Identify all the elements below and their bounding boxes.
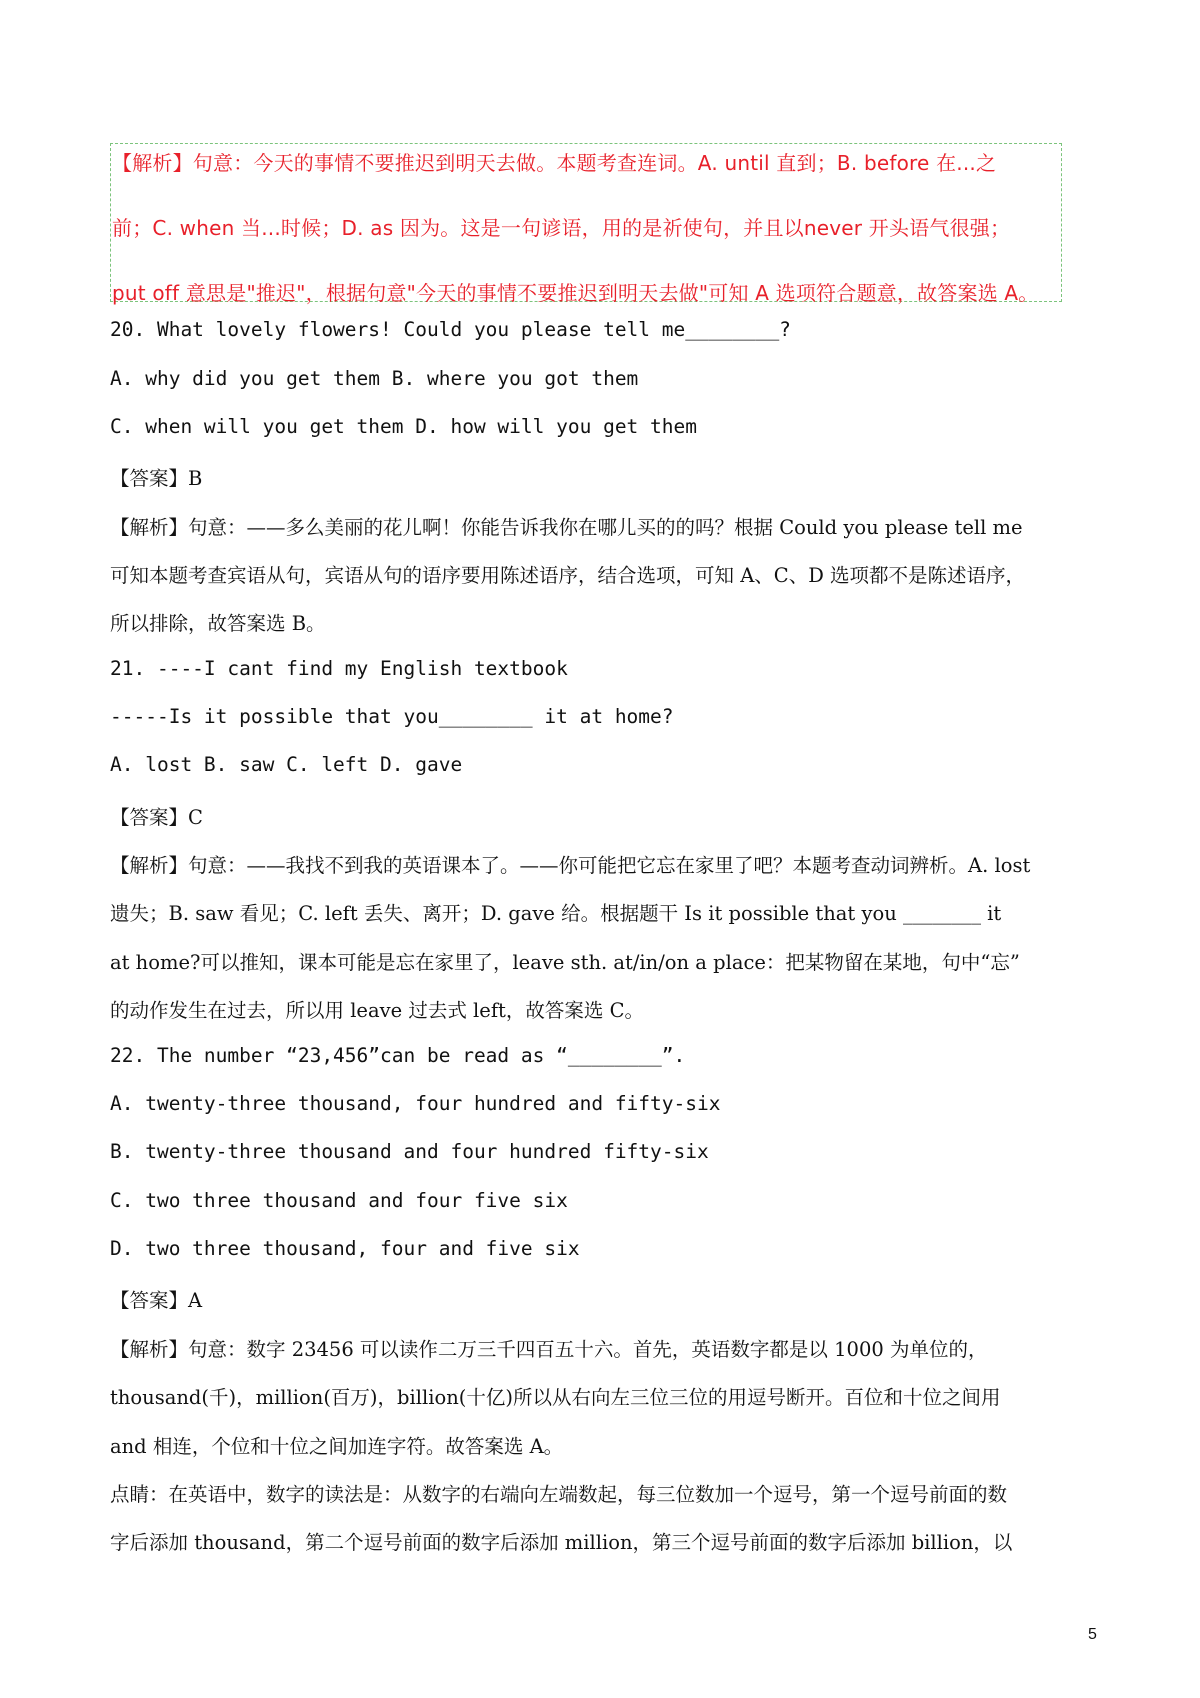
q21-options: A. lost B. saw C. left D. gave [110, 753, 463, 776]
q22-analysis-line-3: and 相连，个位和十位之间加连字符。故答案选 A。 [110, 1435, 564, 1458]
q22-tip-line-2: 字后添加 thousand，第二个逗号前面的数字后添加 million，第三个逗号前面的数字后添加 billion，以 [110, 1531, 1013, 1554]
page-number: 5 [1088, 1626, 1097, 1643]
q22-answer: 【答案】A [110, 1289, 203, 1312]
q20-stem: 20. What lovely flowers! Could you please tell me________? [110, 318, 791, 341]
q20-options-cd: C. when will you get them D. how will you get them [110, 415, 697, 438]
red-analysis-line-3: put off 意思是"推迟"，根据句意"今天的事情不要推迟到明天去做"可知 A 选项符合题意，故答案选 A。 [112, 281, 1039, 305]
q20-analysis-line-1: 【解析】句意：——多么美丽的花儿啊！你能告诉我你在哪儿买的的吗？根据 Could you please tell me [110, 516, 1023, 539]
q21-stem-line-2: -----Is it possible that you________ it at home? [110, 705, 674, 728]
q22-analysis-line-1: 【解析】句意：数字 23456 可以读作二万三千四百五十六。首先，英语数字都是以 1000 为单位的， [110, 1338, 988, 1361]
q22-analysis-line-2: thousand(千)，million(百万)，billion(十亿)所以从右向左三位三位的用逗号断开。百位和十位之间用 [110, 1386, 1001, 1409]
q22-option-a: A. twenty-three thousand, four hundred and fifty-six [110, 1092, 721, 1115]
q20-analysis-line-3: 所以排除，故答案选 B。 [110, 612, 326, 635]
q21-analysis-line-3: at home?可以推知，课本可能是忘在家里了，leave sth. at/in/on a place：把某物留在某地，句中“忘” [110, 951, 1020, 974]
q21-analysis-line-1: 【解析】句意：——我找不到我的英语课本了。——你可能把它忘在家里了吧？本题考查动词辨析。A. lost [110, 854, 1031, 877]
q22-option-c: C. two three thousand and four five six [110, 1189, 568, 1212]
q21-answer: 【答案】C [110, 806, 203, 829]
q22-stem: 22. The number “23,456”can be read as “________”. [110, 1044, 686, 1067]
q22-option-b: B. twenty-three thousand and four hundred fifty-six [110, 1140, 709, 1163]
q22-option-d: D. two three thousand, four and five six [110, 1237, 580, 1260]
q22-tip-line-1: 点睛：在英语中，数字的读法是：从数字的右端向左端数起，每三位数加一个逗号，第一个逗号前面的数 [110, 1483, 1008, 1506]
q20-analysis-line-2: 可知本题考查宾语从句，宾语从句的语序要用陈述语序，结合选项，可知 A、C、D 选项都不是陈述语序， [110, 564, 1026, 587]
q20-options-ab: A. why did you get them B. where you got them [110, 367, 639, 390]
q21-analysis-line-4: 的动作发生在过去，所以用 leave 过去式 left，故答案选 C。 [110, 999, 645, 1022]
q21-stem-line-1: 21. ----I cant find my English textbook [110, 657, 568, 680]
red-analysis-line-2: 前；C. when 当...时候；D. as 因为。这是一句谚语，用的是祈使句，并且以never 开头语气很强； [112, 216, 1011, 240]
q21-analysis-line-2: 遗失；B. saw 看见；C. left 丢失、离开；D. gave 给。根据题干 Is it possible that you ________ it [110, 902, 1002, 925]
red-analysis-line-1: 【解析】句意：今天的事情不要推迟到明天去做。本题考查连词。A. until 直到；B. before 在...之 [112, 151, 997, 175]
q20-answer: 【答案】B [110, 467, 203, 490]
